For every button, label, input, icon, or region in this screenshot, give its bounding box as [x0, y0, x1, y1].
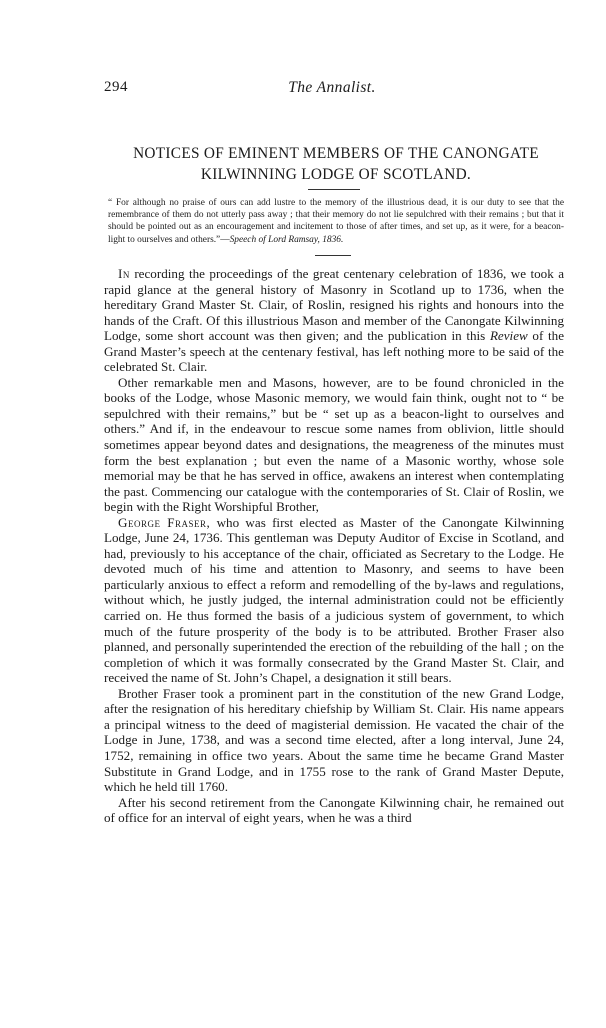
- paragraph-1-text-b: of the Grand Master’s speech at the centenary festival, has left nothing more to be said of the celebrated St. Clair.: [104, 328, 565, 375]
- article-title-line-1: NOTICES OF EMINENT MEMBERS OF THE CANONGATE: [133, 145, 539, 162]
- paragraph-3: [104, 515, 564, 686]
- epigraph-text: “ For although no praise of ours can add lustre to the memory of the illustrious dead, it is our duty to see that the remembrance of them do not utterly pass away ; that their memory do not lie sepulchred with their remains ; but that it should be pointed out as an encouragement and incitement to those of after times, and set up, as it were, for a beacon-light to ourselves and others.”—: [108, 198, 564, 245]
- page-number: 294: [104, 79, 128, 95]
- epigraph: [108, 197, 564, 246]
- paragraph-2: Other remarkable men and Masons, however, are to be found chronicled in the books of the Lodge, whose Masonic memory, we would fain think, ought not to “ be sepulchred with their remains,” but be “ set up as a beacon-light to ourselves and others.” And if, in the endeavour to rescue some names from oblivion, little should sometimes appear beyond dates and designations, the meagreness of the minutes must form the best explanation ; but even the name of a Masonic worthy, whose sole memorial may be that he has served in office, awakens an interest when contemplating the past. Commencing our catalogue with the contemporaries of St. Clair of Roslin, we begin with the Right Worshipful Brother,: [104, 374, 564, 515]
- epigraph-divider: [315, 255, 351, 256]
- running-head: [104, 79, 560, 99]
- article-title: [108, 143, 564, 185]
- article-title-line-2: KILWINNING LODGE OF SCOTLAND.: [200, 166, 472, 183]
- paragraph-3-name: George Fraser,: [118, 514, 211, 530]
- paragraph-1: [104, 266, 564, 375]
- paragraph-4: Brother Fraser took a prominent part in the constitution of the new Grand Lodge, after the resignation of his hereditary chiefship by William St. Clair. His name appears a principal witness to the deed of magisterial demission. He vacated the chair of the Lodge in June, 1738, and was a second time elected, after a long interval, June 24, 1752, remaining in office two years. About the same time he became Grand Master Substitute in Grand Lodge, and in 1755 rose to the rank of Grand Master Depute, which he held till 1760.: [104, 685, 564, 795]
- paragraph-5: After his second retirement from the Canongate Kilwinning chair, he remained out of office for an interval of eight years, when he was a third: [104, 794, 564, 826]
- paragraph-3-text: who was first elected as Master of the Canongate Kilwinning Lodge, June 24, 1736. This gentleman was Deputy Auditor of Excise in Scotland, and had, previously to his acceptance of the chair, officiated as Secretary to the Lodge. He devoted much of his time and attention to Masonry, and seems to have been particularly anxious to effect a reform and remodelling of the by-laws and regulations, without which, he justly judged, the internal administration could not be efficiently carried on. He thus formed the basis of a judicious system of government, to which much of the future prosperity of the body is to be attributed. Brother Fraser also planned, and personally superintended the erection of the rebuilding of the hall ; on the completion of which it was formally consecrated by the Grand Master St. Clair, and received the name of St. John’s Chapel, a designation it still bears.: [104, 514, 565, 686]
- journal-title: The Annalist.: [288, 79, 376, 96]
- paragraph-1-dropcap: In: [118, 266, 130, 281]
- paragraph-1-italic: Review: [489, 328, 528, 344]
- article-body: [104, 266, 564, 826]
- title-divider: [308, 189, 360, 190]
- paragraph-1-text-a: recording the proceedings of the great centenary celebration of 1836, we took a rapid glance at the general history of Masonry in Scotland up to 1736, when the hereditary Grand Master St. Clair, of Roslin, resigned his rights and honours into the hands of the Craft. Of this illustrious Mason and member of the Canongate Kilwinning Lodge, some short account was then given; and the publication in this: [104, 266, 564, 344]
- epigraph-attribution: Speech of Lord Ramsay, 1836.: [229, 234, 344, 245]
